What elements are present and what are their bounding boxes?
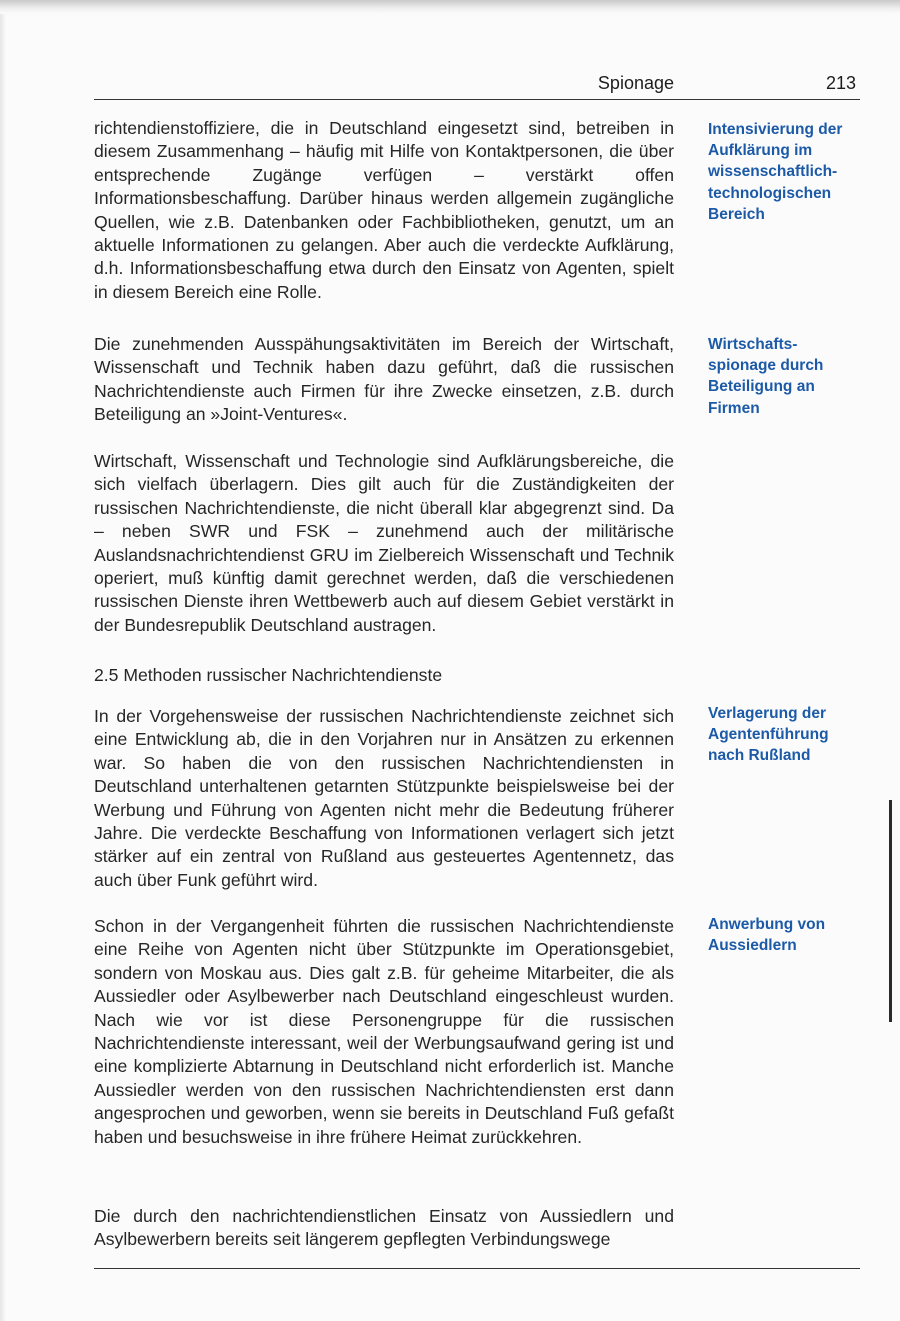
running-header (94, 73, 860, 99)
footer-rule (94, 1268, 860, 1269)
paragraph-2: Die zunehmenden Ausspähungsaktivitäten im Bereich der Wirtschaft, Wissenschaft und Technik haben dazu geführt, daß die russischen Nachrichtendienste auch Firmen für ihre Zwecke einsetzen, z.B. durch Beteiligung an »Joint-Ventures«. (94, 334, 674, 425)
margin-note-anwerbung: Anwerbung von Aussiedlern (708, 916, 826, 955)
paragraph-1: richtendienstoffiziere, die in Deutschland eingesetzt sind, betreiben in diesem Zusammenhang – häufig mit Hilfe von Kontaktpersonen, die über entsprechende Zugänge verfügen – verstärkt offen Informationsbeschaffung. Darüber hinaus werden allgemein zugängliche Quellen, wie z.B. Datenbanken oder Fachbibliotheken, genutzt, um an aktuelle Informationen zu gelangen. Aber auch die verdeckte Aufklärung, d.h. Informationsbeschaffung etwa durch den Einsatz von Agenten, spielt in diesem Bereich eine Rolle. (94, 118, 674, 302)
paragraph-3: Wirtschaft, Wissenschaft und Technologie sind Aufklärungsbereiche, die sich vielfach überlagern. Dies gilt auch für die Zuständigkeiten der russischen Nachrichtendienste, die nicht überall klar abgegrenzt sind. Da – neben SWR und FSK – zunehmend auch der militärische Auslandsnachrichtendienst GRU im Zielbereich Wissenschaft und Technik operiert, muß künftig damit gerechnet werden, daß die verschiedenen russischen Dienste ihren Wettbewerb auch auf diesem Gebiet verstärkt in der Bundesrepublik Deutschland austragen. (94, 451, 674, 635)
margin-note-wirtschaftsspionage: Wirtschafts-spionage durch Beteiligung an Firmen (708, 336, 824, 417)
running-title: Spionage (597, 73, 674, 93)
scan-left-edge (0, 14, 6, 1321)
paragraph-5: Schon in der Vergangenheit führten die russischen Nachrichtendienste eine Reihe von Agenten nicht über Stützpunkte im Operationsgebiet, sondern von Moskau aus. Dies galt z.B. für geheime Mitarbeiter, die als Aussiedler oder Asylbewerber nach Deutschland eingeschleust wurden. Nach wie vor ist diese Personengruppe für die russischen Nachrichtendienste interessant, weil der Werbungsaufwand gering ist und eine komplizierte Abtarnung in Deutschland nicht erforderlich ist. Manche Aussiedler werden von den russischen Nachrichtendiensten erst dann angesprochen und geworben, wenn sie bereits in Deutschland Fuß gefaßt haben und besuchsweise in ihre frühere Heimat zurückkehren. (94, 916, 674, 1147)
header-rule (94, 99, 860, 100)
page-number: 213 (825, 73, 856, 93)
paragraph-6: Die durch den nachrichtendienstlichen Einsatz von Aussiedlern und Asylbewerbern bereits seit längerem gepflegten Verbindungswege (94, 1206, 674, 1250)
chapter-edge-marker (889, 800, 892, 1022)
margin-note-intensivierung: Intensivierung der Aufklärung im wissenschaftlich-technologischen Bereich (708, 121, 843, 223)
paragraph-4: In der Vorgehensweise der russischen Nachrichtendienste zeichnet sich eine Entwicklung ab, die in den Vorjahren nur in Ansätzen zu erkennen war. So haben die von den russischen Nachrichtendiensten in Deutschland unterhaltenen getarnten Stützpunkte beispielsweise bei der Werbung und Führung von Agenten nicht mehr die Bedeutung früherer Jahre. Die verdeckte Beschaffung von Informationen verlagert sich jetzt stärker auf ein zentral von Rußland aus gesteuertes Agentennetz, das auch über Funk geführt wird. (94, 706, 674, 890)
scan-top-edge (0, 0, 900, 14)
margin-note-verlagerung: Verlagerung der Agentenführung nach Rußland (708, 705, 829, 765)
section-heading: 2.5 Methoden russischer Nachrichtendienste (94, 665, 443, 685)
